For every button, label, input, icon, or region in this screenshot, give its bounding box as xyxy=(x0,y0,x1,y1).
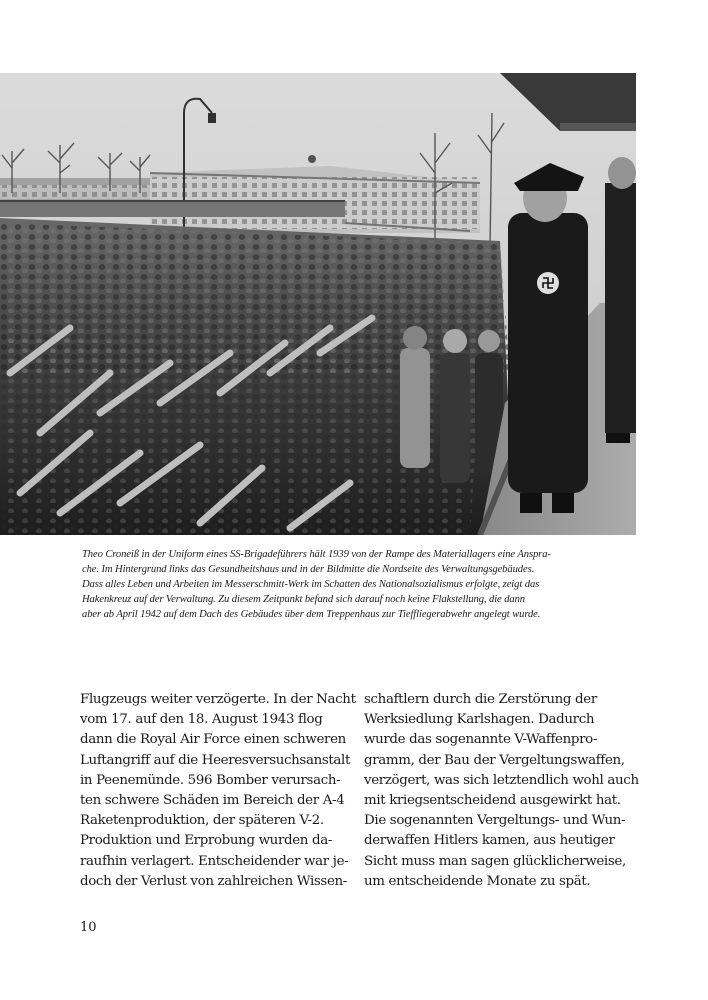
caption-line: che. Im Hintergrund links das Gesundheitshaus und in der Bildmitte die Nordseite des Verwaltungsgebäudes. xyxy=(82,564,535,575)
text-line: Die sogenannten Vergeltungs- und Wun- xyxy=(364,813,626,829)
body-text-left-column xyxy=(80,690,355,892)
text-line: mit kriegsentscheidend ausgewirkt hat. xyxy=(364,793,621,809)
caption-line: aber ab April 1942 auf dem Dach des Gebäudes über dem Treppenhaus zur Tieffliegerabwehr angelegt wurde. xyxy=(82,609,541,620)
page-number: 10 xyxy=(80,920,97,935)
text-line: dann die Royal Air Force einen schweren xyxy=(80,732,346,748)
text-line: Flugzeugs weiter verzögerte. In der Nacht xyxy=(80,692,356,707)
text-line: Werksiedlung Karlshagen. Dadurch xyxy=(364,712,595,728)
text-line: Produktion und Erprobung wurden da- xyxy=(80,833,333,849)
text-line: um entscheidende Monate zu spät. xyxy=(364,873,591,889)
text-line: doch der Verlust von zahlreichen Wissen- xyxy=(80,873,347,889)
photo-caption xyxy=(82,547,642,622)
historical-photograph xyxy=(0,73,636,535)
body-text-right-column xyxy=(364,690,639,892)
text-line: Sicht muss man sagen glücklicherweise, xyxy=(364,853,626,869)
text-line: vom 17. auf den 18. August 1943 flog xyxy=(80,712,323,728)
text-line: Luftangriff auf die Heeresversuchsanstalt xyxy=(80,752,351,768)
text-line: ten schwere Schäden im Bereich der A-4 xyxy=(80,793,345,809)
caption-line: Dass alles Leben und Arbeiten im Messerschmitt-Werk im Schatten des Nationalsozialismus erfolgte, zeigt das xyxy=(82,579,540,590)
text-line: schaftlern durch die Zerstörung der xyxy=(364,692,597,707)
caption-line: Hakenkreuz auf der Verwaltung. Zu diesem Zeitpunkt befand sich darauf noch keine Flakstellung, die dann xyxy=(82,594,525,605)
photo-illustration xyxy=(0,73,636,535)
text-line: wurde das sogenannte V-Waffenpro- xyxy=(364,732,598,748)
text-line: derwaffen Hitlers kamen, aus heutiger xyxy=(364,833,615,849)
caption-line: Theo Croneiß in der Uniform eines SS-Brigadeführers hält 1939 von der Rampe des Materiallagers eine Anspra- xyxy=(82,549,551,560)
text-line: verzögert, was sich letztendlich wohl auch xyxy=(364,772,639,788)
text-line: Raketenproduktion, der späteren V-2. xyxy=(80,813,324,829)
text-line: raufhin verlagert. Entscheidender war je- xyxy=(80,853,349,869)
text-line: in Peenemünde. 596 Bomber verursach- xyxy=(80,772,341,788)
text-line: gramm, der Bau der Vergeltungswaffen, xyxy=(364,752,625,768)
